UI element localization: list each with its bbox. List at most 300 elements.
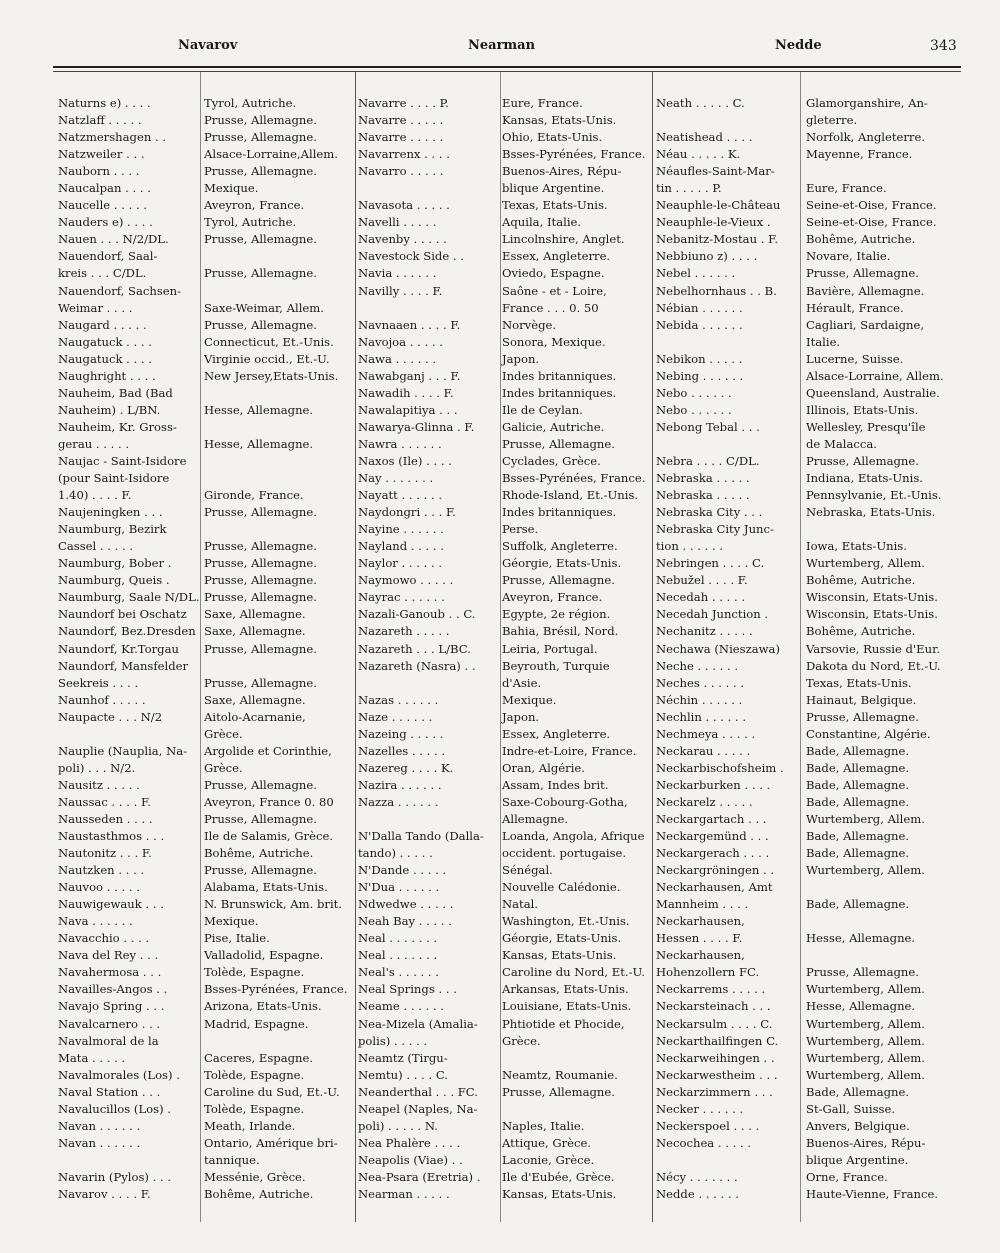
place-location: Bsses-Pyrénées, France.: [502, 471, 646, 486]
place-location: Oviedo, Espagne.: [502, 266, 605, 281]
place-location: Prusse, Allemagne.: [502, 1084, 615, 1099]
place-name: Nebužel . . . . F.: [656, 573, 748, 588]
entry-row: [358, 879, 650, 896]
place-name: Navia . . . . . .: [358, 266, 437, 281]
place-name: Nautonitz . . . F.: [58, 846, 152, 861]
entry-row: [358, 589, 650, 606]
entry-row: [58, 129, 354, 146]
entry-row: [58, 879, 354, 896]
place-location: [200, 385, 354, 402]
place-location: Seine-et-Oise, France.: [806, 198, 937, 213]
place-name: Nauborn . . . .: [58, 164, 140, 179]
place-name: kreis . . . C/DL.: [58, 266, 147, 281]
entry-row: [656, 1118, 958, 1135]
place-name: [656, 334, 802, 351]
place-name: Nazareth (Nasra) . .: [358, 658, 476, 673]
place-name: Nebanitz-Mostau . F.: [656, 232, 779, 247]
place-name: Néau . . . . . K.: [656, 147, 741, 162]
entry-row: [358, 572, 650, 589]
place-location: Suffolk, Angleterre.: [502, 539, 618, 554]
place-location: [200, 658, 354, 675]
entry-row: [58, 317, 354, 334]
place-name: Nawarya-Glinna . F.: [358, 419, 475, 434]
place-name: Nava . . . . . .: [58, 914, 133, 929]
place-name: Natzmershagen . .: [58, 130, 167, 145]
entry-row: [358, 947, 650, 964]
place-location: Indre-et-Loire, France.: [502, 743, 637, 758]
header-first-entry: Navarov: [178, 38, 238, 53]
place-location: Tyrol, Autriche.: [204, 215, 297, 230]
place-name: Nebraska . . . . .: [656, 488, 750, 503]
place-location: Japon.: [502, 709, 540, 724]
place-name: [358, 675, 498, 692]
place-location: Prusse, Allemagne.: [204, 317, 317, 332]
entry-row: [358, 470, 650, 487]
place-name: Naugard . . . . .: [58, 317, 147, 332]
place-location: Alsace-Lorraine, Allem.: [806, 368, 944, 383]
entry-row: [58, 743, 354, 760]
place-location: Lucerne, Suisse.: [806, 351, 904, 366]
place-location: Bade, Allemagne.: [806, 897, 910, 912]
place-name: Neapel (Naples, Na-: [358, 1101, 478, 1116]
header-last-entry: Nedde: [775, 38, 822, 53]
entry-row: [656, 862, 958, 879]
place-location: [200, 419, 354, 436]
entry-row: [656, 998, 958, 1015]
place-name: Navarre . . . . P.: [358, 96, 449, 110]
place-location: Prusse, Allemagne.: [204, 675, 317, 690]
place-location: Bohême, Autriche.: [204, 1187, 314, 1201]
place-location: Allemagne.: [502, 811, 568, 826]
place-name: Nea-Psara (Eretria) .: [358, 1169, 481, 1184]
entry-row: [358, 214, 650, 231]
place-location: Assam, Indes brit.: [502, 777, 609, 792]
place-location: Hesse, Allemagne.: [204, 436, 314, 451]
entry-row: [656, 385, 958, 402]
place-location: Wurtemberg, Allem.: [806, 982, 925, 997]
place-location: Buenos-Aires, Répu-: [806, 1135, 926, 1150]
place-name: Naundorf, Bez.Dresden: [58, 624, 196, 639]
place-name: Nechanitz . . . . .: [656, 624, 753, 639]
place-location: [802, 913, 958, 930]
entry-row: [656, 368, 958, 385]
place-name: Naumburg, Saale N/DL.: [58, 590, 200, 605]
entry-row: [58, 641, 354, 658]
place-name: Naumburg, Bezirk: [58, 522, 167, 537]
place-location: [200, 521, 354, 538]
place-name: Néaufles-Saint-Mar-: [656, 164, 775, 179]
entry-row: [58, 1152, 354, 1169]
entry-row: [58, 896, 354, 913]
place-name: Neckarau . . . . .: [656, 743, 751, 758]
place-location: Egypte, 2e région.: [502, 607, 611, 622]
place-location: Arizona, Etats-Unis.: [204, 999, 322, 1014]
entry-row: [656, 129, 958, 146]
place-name: Nawa . . . . . .: [358, 351, 437, 366]
place-location: Pise, Italie.: [204, 931, 270, 946]
entry-row: [358, 265, 650, 282]
place-location: Prusse, Allemagne.: [204, 505, 317, 520]
place-name: Navarov . . . . F.: [58, 1187, 151, 1201]
place-location: [802, 879, 958, 896]
entry-row: [358, 300, 650, 317]
place-location: Haute-Vienne, France.: [806, 1187, 938, 1201]
entry-row: [656, 351, 958, 368]
place-name: Mata . . . . .: [58, 1050, 126, 1065]
place-location: Indiana, Etats-Unis.: [806, 471, 923, 486]
place-name: Hessen . . . . F.: [656, 931, 743, 946]
entry-row: [656, 913, 958, 930]
place-name: Neckarhausen,: [656, 914, 745, 929]
place-name: Neckarhausen,: [656, 948, 745, 963]
entry-row: [58, 300, 354, 317]
place-location: Iowa, Etats-Unis.: [806, 539, 907, 554]
place-name: Naydongri . . . F.: [358, 505, 456, 520]
place-location: New Jersey,Etats-Unis.: [204, 368, 339, 383]
place-name: Neckarburken . . . .: [656, 777, 771, 792]
place-location: Novare, Italie.: [806, 249, 891, 264]
entry-row: [358, 538, 650, 555]
entry-row: [358, 1084, 650, 1101]
place-location: Wurtemberg, Allem.: [806, 556, 925, 571]
place-name: Navalmorales (Los) .: [58, 1067, 180, 1082]
place-name: Neath . . . . . C.: [656, 96, 745, 110]
entry-row: [58, 470, 354, 487]
place-location: Mexique.: [204, 181, 259, 196]
entry-row: [58, 572, 354, 589]
place-name: Naze . . . . . .: [358, 709, 433, 724]
entry-row: [58, 998, 354, 1015]
entry-row: [358, 197, 650, 214]
place-location: Loanda, Angola, Afrique: [502, 829, 645, 844]
place-location: Anvers, Belgique.: [806, 1118, 910, 1133]
place-name: Navan . . . . . .: [58, 1118, 141, 1133]
entry-row: [58, 265, 354, 282]
place-name: Neckargemünd . . .: [656, 829, 769, 844]
place-location: Tolède, Espagne.: [204, 965, 305, 980]
page-number: 343: [930, 38, 957, 54]
entry-row: [656, 521, 958, 538]
entry-row: [358, 555, 650, 572]
place-location: Mexique.: [204, 914, 259, 929]
place-location: [200, 1033, 354, 1050]
entry-row: [358, 163, 650, 180]
place-name: [58, 1152, 200, 1169]
place-location: Prusse, Allemagne.: [204, 573, 317, 588]
place-location: Queensland, Australie.: [806, 385, 940, 400]
entry-row: [656, 879, 958, 896]
place-name: Nebo . . . . . .: [656, 385, 732, 400]
entry-row: [656, 555, 958, 572]
place-location: Géorgie, Etats-Unis.: [502, 931, 622, 946]
place-location: Ile de Ceylan.: [502, 402, 583, 417]
place-name: Nautzken . . . .: [58, 863, 145, 878]
place-location: Japon.: [502, 351, 540, 366]
gazetteer-column-2: [358, 95, 650, 1203]
place-location: Gironde, France.: [204, 488, 304, 503]
entry-row: [358, 1067, 650, 1084]
place-location: Prusse, Allemagne.: [204, 232, 317, 247]
place-name: Navalcarnero . . .: [58, 1016, 161, 1031]
place-location: Alabama, Etats-Unis.: [204, 880, 328, 895]
place-location: Illinois, Etats-Unis.: [806, 402, 919, 417]
place-location: Washington, Et.-Unis.: [502, 914, 630, 929]
place-name: Navelli . . . . .: [358, 215, 437, 230]
place-name: Neckarsulm . . . . C.: [656, 1016, 773, 1031]
place-location: Eure, France.: [502, 96, 583, 110]
place-location: Norvège.: [502, 317, 557, 332]
place-name: Nauen . . . N/2/DL.: [58, 232, 169, 247]
entry-row: [656, 95, 958, 112]
place-name: Nayatt . . . . . .: [358, 488, 443, 503]
place-name: Neckerspoel . . . .: [656, 1118, 760, 1133]
place-name: Necedah Junction .: [656, 607, 769, 622]
entry-row: [358, 760, 650, 777]
place-location: occident. portugaise.: [502, 846, 627, 861]
place-location: Prusse, Allemagne.: [204, 863, 317, 878]
place-location: Wurtemberg, Allem.: [806, 1033, 925, 1048]
place-name: [656, 1152, 802, 1169]
entry-row: [656, 146, 958, 163]
place-location: Wurtemberg, Allem.: [806, 1067, 925, 1082]
place-name: Neah Bay . . . . .: [358, 914, 452, 929]
entry-row: [58, 453, 354, 470]
entry-row: [358, 1186, 650, 1203]
entry-row: [58, 726, 354, 743]
place-location: Bohême, Autriche.: [806, 573, 916, 588]
entry-row: [656, 828, 958, 845]
place-name: Nebraska City . . .: [656, 505, 763, 520]
place-name: Nebra . . . . C/DL.: [656, 453, 760, 468]
place-location: Bahia, Brésil, Nord.: [502, 624, 619, 639]
place-location: Nebraska, Etats-Unis.: [806, 505, 936, 520]
place-location: Attique, Grèce.: [502, 1135, 592, 1150]
place-location: Bohême, Autriche.: [806, 232, 916, 247]
place-name: Nebikon . . . . .: [656, 351, 743, 366]
place-name: Naugatuck . . . .: [58, 351, 152, 366]
place-name: Nazali-Ganoub . . C.: [358, 607, 476, 622]
entry-row: [358, 930, 650, 947]
entry-row: [656, 231, 958, 248]
place-name: Nausseden . . . .: [58, 811, 153, 826]
place-name: Navarre . . . . .: [358, 113, 444, 128]
entry-row: [656, 794, 958, 811]
place-location: Bohême, Autriche.: [204, 846, 314, 861]
entry-row: [358, 743, 650, 760]
entry-row: [358, 1135, 650, 1152]
place-name: 1.40) . . . . F.: [58, 488, 132, 503]
place-name: Ndwedwe . . . . .: [358, 897, 454, 912]
place-name: Neal Springs . . .: [358, 982, 457, 997]
place-name: Neches . . . . . .: [656, 675, 745, 690]
place-location: Hérault, France.: [806, 300, 904, 315]
entry-row: [58, 231, 354, 248]
place-name: Nauendorf, Saal-: [58, 249, 158, 264]
place-name: Neckarrems . . . . .: [656, 982, 766, 997]
place-name: Naughright . . . .: [58, 368, 156, 383]
place-name: Nauheim) . L/BN.: [58, 402, 161, 417]
entry-row: [656, 726, 958, 743]
place-location: [200, 470, 354, 487]
place-name: Seekreis . . . .: [58, 675, 139, 690]
place-name: Navalucillos (Los) .: [58, 1101, 171, 1116]
entry-row: [656, 112, 958, 129]
place-name: tion . . . . . .: [656, 539, 724, 554]
place-location: N. Brunswick, Am. brit.: [204, 897, 342, 912]
place-location: Kansas, Etats-Unis.: [502, 1187, 617, 1201]
entry-row: [358, 623, 650, 640]
entry-row: [58, 1050, 354, 1067]
place-name: Navarro . . . . .: [358, 164, 444, 179]
place-name: Navailles-Angos . .: [58, 982, 168, 997]
place-location: Bade, Allemagne.: [806, 794, 910, 809]
place-name: Navahermosa . . .: [58, 965, 162, 980]
place-name: Nazza . . . . . .: [358, 794, 439, 809]
place-name: Neckargerach . . . .: [656, 846, 770, 861]
place-name: Neckarhausen, Amt: [656, 880, 773, 895]
entry-row: [58, 947, 354, 964]
place-location: Essex, Angleterre.: [502, 726, 611, 741]
entry-row: [656, 487, 958, 504]
place-name: Neckargröningen . .: [656, 863, 775, 878]
place-location: Mexique.: [502, 692, 557, 707]
place-location: Tolède, Espagne.: [204, 1101, 305, 1116]
place-location: Bohême, Autriche.: [806, 624, 916, 639]
place-name: Natzweiler . . .: [58, 147, 145, 162]
place-location: Wurtemberg, Allem.: [806, 863, 925, 878]
place-location: gleterre.: [806, 113, 858, 128]
place-name: Nebbiuno z) . . . .: [656, 249, 758, 264]
entry-row: [358, 641, 650, 658]
place-name: Nayine . . . . . .: [358, 522, 444, 537]
place-location: Glamorganshire, An-: [806, 96, 928, 110]
entry-row: [358, 913, 650, 930]
place-location: Bsses-Pyrénées, France.: [502, 147, 646, 162]
place-location: Hainaut, Belgique.: [806, 692, 917, 707]
place-location: Kansas, Etats-Unis.: [502, 948, 617, 963]
place-name: Nea Phalère . . . .: [358, 1135, 461, 1150]
entry-row: [58, 1186, 354, 1203]
place-location: Prusse, Allemagne.: [806, 965, 919, 980]
place-name: Nauwigewauk . . .: [58, 897, 164, 912]
entry-row: [358, 658, 650, 675]
entry-row: [656, 623, 958, 640]
place-location: Ile d'Eubée, Grèce.: [502, 1169, 615, 1184]
entry-row: [358, 351, 650, 368]
place-location: Prusse, Allemagne.: [502, 436, 615, 451]
place-name: Nearman . . . . .: [358, 1187, 450, 1201]
entry-row: [58, 1016, 354, 1033]
place-name: N'Dua . . . . . .: [358, 880, 440, 895]
entry-row: [58, 964, 354, 981]
place-name: Neal . . . . . . .: [358, 948, 438, 963]
place-location: Prusse, Allemagne.: [806, 266, 919, 281]
place-name: Nazelles . . . . .: [358, 743, 446, 758]
place-name: Nechlin . . . . . .: [656, 709, 747, 724]
place-name: Neckarelz . . . . .: [656, 794, 753, 809]
entry-row: [58, 436, 354, 453]
place-location: Phtiotide et Phocide,: [502, 1016, 625, 1031]
header-middle-entry: Nearman: [468, 38, 536, 53]
entry-row: [58, 197, 354, 214]
entry-row: [358, 606, 650, 623]
entry-row: [656, 930, 958, 947]
entry-row: [58, 146, 354, 163]
entry-row: [358, 180, 650, 197]
place-location: Madrid, Espagne.: [204, 1016, 309, 1031]
entry-row: [656, 1050, 958, 1067]
place-name: Naugatuck . . . .: [58, 334, 152, 349]
entry-row: [656, 504, 958, 521]
place-location: Saxe-Weimar, Allem.: [204, 300, 324, 315]
entry-row: [58, 692, 354, 709]
entry-row: [58, 163, 354, 180]
place-location: Mayenne, France.: [806, 147, 913, 162]
place-location: Prusse, Allemagne.: [204, 539, 317, 554]
place-location: Wurtemberg, Allem.: [806, 1016, 925, 1031]
place-location: tannique.: [204, 1152, 260, 1167]
place-location: Aveyron, France.: [204, 198, 305, 213]
entry-row: [656, 419, 958, 436]
entry-row: [656, 1084, 958, 1101]
place-location: Arkansas, Etats-Unis.: [502, 982, 629, 997]
entry-row: [58, 112, 354, 129]
entry-row: [656, 896, 958, 913]
entry-row: [58, 555, 354, 572]
place-location: Neamtz, Roumanie.: [502, 1067, 618, 1082]
place-name: Nauheim, Bad (Bad: [58, 385, 173, 400]
place-location: Ile de Salamis, Grèce.: [204, 829, 334, 844]
entry-row: [58, 828, 354, 845]
place-name: Navarin (Pylos) . . .: [58, 1169, 172, 1184]
place-name: Nazas . . . . . .: [358, 692, 439, 707]
place-name: Nechawa (Nieszawa): [656, 641, 780, 656]
entry-row: [58, 862, 354, 879]
place-location: blique Argentine.: [806, 1152, 909, 1167]
place-location: Bade, Allemagne.: [806, 1084, 910, 1099]
place-location: Aveyron, France.: [502, 590, 603, 605]
place-location: Aveyron, France 0. 80: [204, 794, 334, 809]
entry-row: [656, 1169, 958, 1186]
place-name: Nay . . . . . . .: [358, 471, 434, 486]
entry-row: [58, 248, 354, 265]
place-name: Nebo . . . . . .: [656, 402, 732, 417]
entry-row: [58, 623, 354, 640]
entry-row: [358, 1016, 650, 1033]
entry-row: [656, 334, 958, 351]
entry-row: [358, 1118, 650, 1135]
place-name: [58, 726, 200, 743]
entry-row: [656, 1152, 958, 1169]
place-location: Natal.: [502, 897, 539, 912]
place-name: Naumburg, Queis .: [58, 573, 170, 588]
place-name: Naundorf, Kr.Torgau: [58, 641, 179, 656]
entry-row: [58, 589, 354, 606]
place-name: Nawalapitiya . . .: [358, 402, 458, 417]
entry-row: [58, 606, 354, 623]
place-location: Wellesley, Presqu'île: [806, 419, 926, 434]
column-divider: [355, 72, 356, 1222]
place-location: Naples, Italie.: [502, 1118, 585, 1133]
place-location: Saxe, Allemagne.: [204, 692, 306, 707]
entry-row: [656, 1101, 958, 1118]
place-name: Navarrenx . . . .: [358, 147, 450, 162]
entry-row: [358, 692, 650, 709]
entry-row: [58, 180, 354, 197]
entry-row: [656, 436, 958, 453]
entry-row: [58, 760, 354, 777]
entry-row: [358, 726, 650, 743]
